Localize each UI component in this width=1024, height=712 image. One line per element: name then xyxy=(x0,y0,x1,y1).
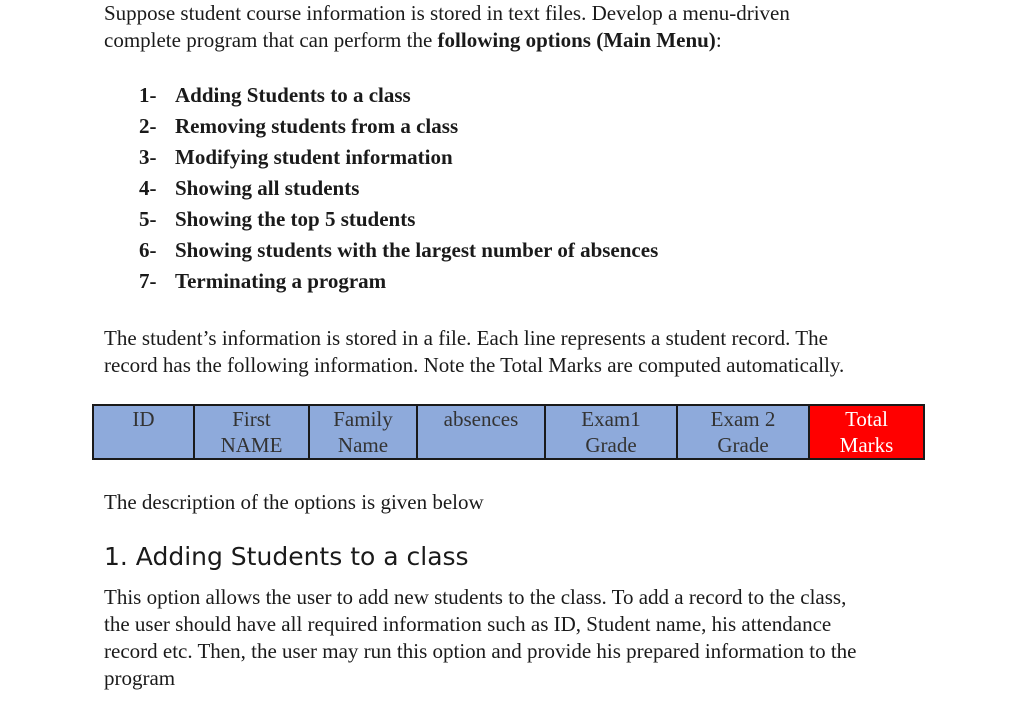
menu-item-label: Removing students from a class xyxy=(175,114,459,138)
intro-line-2-suffix: : xyxy=(715,28,722,52)
section-body-paragraph xyxy=(104,584,964,692)
options-intro-text: The description of the options is given below xyxy=(104,490,484,514)
column-line-1: Exam1 xyxy=(581,407,641,431)
column-family-name xyxy=(309,405,417,459)
section-heading-adding-students: 1. Adding Students to a class xyxy=(104,542,469,571)
column-absences xyxy=(417,405,545,459)
section-body-line-1: This option allows the user to add new students to the class. To add a record to the class, xyxy=(104,585,847,609)
menu-item-number: 4- xyxy=(139,176,157,200)
menu-item xyxy=(139,80,658,111)
column-id xyxy=(93,405,194,459)
menu-item xyxy=(139,142,658,173)
menu-item xyxy=(139,235,658,266)
intro-line-1: Suppose student course information is stored in text files. Develop a menu-driven xyxy=(104,1,790,25)
column-line-1: Exam 2 xyxy=(710,407,776,431)
menu-item-label: Adding Students to a class xyxy=(175,83,411,107)
menu-item-label: Terminating a program xyxy=(175,269,387,293)
menu-item-label: Showing students with the largest number of absences xyxy=(175,238,659,262)
section-body-line-3: record etc. Then, the user may run this option and provide his prepared information to the xyxy=(104,639,857,663)
column-total-marks xyxy=(809,405,924,459)
column-line-2: Marks xyxy=(839,433,894,457)
menu-item-number: 7- xyxy=(139,269,157,293)
student-record-table xyxy=(92,404,925,460)
column-line-2: NAME xyxy=(220,433,283,457)
column-line-1: Family xyxy=(333,407,393,431)
column-first-name xyxy=(194,405,309,459)
intro-paragraph xyxy=(104,0,964,54)
menu-item xyxy=(139,204,658,235)
menu-item xyxy=(139,111,658,142)
column-exam2-grade xyxy=(677,405,809,459)
column-line-2: Name xyxy=(337,433,389,457)
column-line-1: Total xyxy=(845,407,888,431)
main-menu-list xyxy=(139,80,658,297)
menu-item-label: Modifying student information xyxy=(175,145,453,169)
menu-item xyxy=(139,173,658,204)
record-description-line-2: record has the following information. Note the Total Marks are computed automatically. xyxy=(104,353,845,377)
menu-item-number: 1- xyxy=(139,83,157,107)
record-description-paragraph xyxy=(104,325,964,379)
column-line-1: First xyxy=(232,407,271,431)
column-line-1: ID xyxy=(132,407,155,431)
record-description-line-1: The student’s information is stored in a file. Each line represents a student record. The xyxy=(104,326,828,350)
table-row xyxy=(93,405,924,459)
column-line-1: absences xyxy=(443,407,519,431)
intro-line-2-prefix: complete program that can perform the xyxy=(104,28,438,52)
menu-item xyxy=(139,266,658,297)
menu-item-number: 3- xyxy=(139,145,157,169)
menu-item-label: Showing all students xyxy=(175,176,360,200)
column-exam1-grade xyxy=(545,405,677,459)
intro-line-2-bold: following options (Main Menu) xyxy=(437,28,716,52)
column-line-2: Grade xyxy=(717,433,769,457)
menu-item-number: 5- xyxy=(139,207,157,231)
section-body-line-4: program xyxy=(104,666,176,690)
menu-item-number: 2- xyxy=(139,114,157,138)
column-line-2: Grade xyxy=(585,433,637,457)
menu-item-number: 6- xyxy=(139,238,157,262)
menu-item-label: Showing the top 5 students xyxy=(175,207,416,231)
section-body-line-2: the user should have all required information such as ID, Student name, his attendance xyxy=(104,612,832,636)
